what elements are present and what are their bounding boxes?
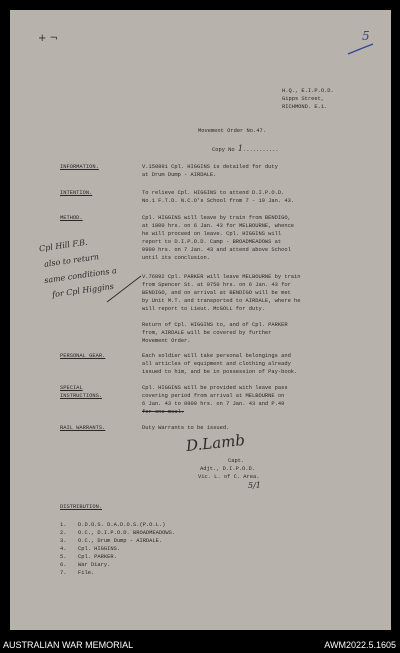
- distribution-heading: DISTRIBUTION.: [60, 504, 103, 510]
- method-p2-line-1: V.76092 Cpl. PARKER will leave MELBOURNE by train: [142, 274, 301, 280]
- distribution-num-4: 4.: [60, 546, 67, 552]
- document-sheet: [10, 10, 391, 630]
- header-street: Gipps Street,: [282, 96, 325, 102]
- method-p1-line-5: 0900 hrs. on 7 Jan. 43 and attend above School: [142, 247, 291, 253]
- footer-institution: AUSTRALIAN WAR MEMORIAL: [3, 640, 134, 650]
- copy-handwritten-number: 1: [237, 144, 243, 153]
- header-hq: H.Q., E.I.P.O.D.: [282, 88, 334, 94]
- method-p2-line-3: BENDIGO, and on arrival at BENDIGO will be met: [142, 290, 291, 296]
- method-p1-line-3: he will proceed on leave. Cpl. HIGGINS will: [142, 231, 282, 237]
- distribution-num-5: 5.: [60, 554, 67, 560]
- signature: D.Lamb: [185, 430, 246, 456]
- distribution-item-2: O.C., D.I.P.O.D. BROADMEADOWS.: [78, 530, 176, 536]
- special-line-2: covering period from arrival at MELBOURNE on: [142, 393, 285, 399]
- top-left-mark: + ¬: [38, 33, 58, 44]
- order-title: Movement Order No.47.: [198, 128, 266, 134]
- signature-rank: Capt.: [228, 458, 245, 464]
- information-line-2: at Drum Dump - AIRDALE.: [142, 172, 217, 178]
- section-label-intention: INTENTION.: [60, 190, 93, 196]
- section-label-personal-gear: PERSONAL GEAR.: [60, 353, 106, 359]
- distribution-num-1: 1.: [60, 522, 67, 528]
- method-p2-line-2: from Spencer St. at 0750 hrs. on 6 Jan. 43 for: [142, 282, 291, 288]
- margin-note-line-4: for Cpl Higgins: [51, 281, 115, 300]
- distribution-item-6: War Diary.: [78, 562, 111, 568]
- method-p2-line-5: will report to Lieut. McGOLL for duty.: [142, 306, 265, 312]
- margin-note-line-1: Cpl Hill F.B.: [38, 237, 89, 254]
- signature-title: Adjt., D.I.P.O.D.: [200, 466, 255, 472]
- intention-line-1: To relieve Cpl. HIGGINS to attend D.I.P.O.D.: [142, 190, 285, 196]
- information-line-1: V.150891 Cpl. HIGGINS is detailed for duty: [142, 164, 278, 170]
- distribution-item-4: Cpl. HIGGINS.: [78, 546, 121, 552]
- margin-note-line-2: also to return: [43, 252, 100, 269]
- special-line-1: Cpl. HIGGINS will be provided with leave pass: [142, 385, 288, 391]
- method-p1-line-6: until its conclusion.: [142, 255, 210, 261]
- section-label-special-2: INSTRUCTIONS.: [60, 393, 103, 399]
- personal-gear-line-2: all articles of equipment and clothing already: [142, 361, 291, 367]
- special-line-4-struck: for one meal.: [142, 409, 185, 415]
- section-label-method: METHOD.: [60, 215, 83, 221]
- method-p1-line-1: Cpl. HIGGINS will leave by train from BENDIGO,: [142, 215, 291, 221]
- personal-gear-line-3: issued to him, and be in possession of Pay-book.: [142, 369, 298, 375]
- rail-text: Duty Warrants to be issued.: [142, 425, 230, 431]
- method-p3-line-1: Return of Cpl. HIGGINS to, and of Cpl. PARKER: [142, 322, 288, 328]
- method-p1-line-2: at 1800 hrs. on 6 Jan. 43 for MELBOURNE, whence: [142, 223, 295, 229]
- copy-dots: ...........: [242, 147, 279, 153]
- margin-note-arrow: [105, 272, 145, 306]
- distribution-item-7: File.: [78, 570, 95, 576]
- distribution-num-6: 6.: [60, 562, 67, 568]
- special-line-3: 6 Jan. 43 to 0900 hrs. on 7 Jan. 43 and P.49: [142, 401, 285, 407]
- distribution-num-3: 3.: [60, 538, 67, 544]
- footer-accession: AWM2022.5.1605: [324, 640, 396, 650]
- section-label-special-1: SPECIAL: [60, 385, 83, 391]
- header-city: RICHMOND. E.1.: [282, 104, 328, 110]
- method-p2-line-4: by Unit M.T. and transported to AIRDALE, where he: [142, 298, 301, 304]
- distribution-num-2: 2.: [60, 530, 67, 536]
- method-p1-line-4: report to D.I.P.O.D. Camp - BROADMEADOWS at: [142, 239, 282, 245]
- personal-gear-line-1: Each soldier will take personal belongings and: [142, 353, 291, 359]
- margin-note-line-3: same conditions a: [43, 265, 118, 286]
- signature-area: Vic. L. of C. Area.: [198, 474, 260, 480]
- distribution-item-3: O.C., Drum Dump - AIRDALE.: [78, 538, 163, 544]
- copy-label: Copy No: [212, 147, 238, 153]
- distribution-num-7: 7.: [60, 570, 67, 576]
- distribution-item-5: Cpl. PARKER.: [78, 554, 117, 560]
- corner-mark: 5: [362, 29, 370, 43]
- section-label-information: INFORMATION.: [60, 164, 99, 170]
- copy-number: [212, 145, 279, 153]
- section-label-rail: RAIL WARRANTS.: [60, 425, 106, 431]
- method-p3-line-2: from, AIRDALE will be covered by further: [142, 330, 272, 336]
- method-p3-line-3: Movement Order.: [142, 338, 191, 344]
- corner-underline: [346, 42, 376, 56]
- distribution-item-1: D.D.O.S. D.A.D.O.S.(P.O.L.): [78, 522, 166, 528]
- intention-line-2: No.1 F.T.D. N.C.O's School from 7 - 19 Jan. 43.: [142, 198, 295, 204]
- signature-date: 5/1: [248, 481, 261, 490]
